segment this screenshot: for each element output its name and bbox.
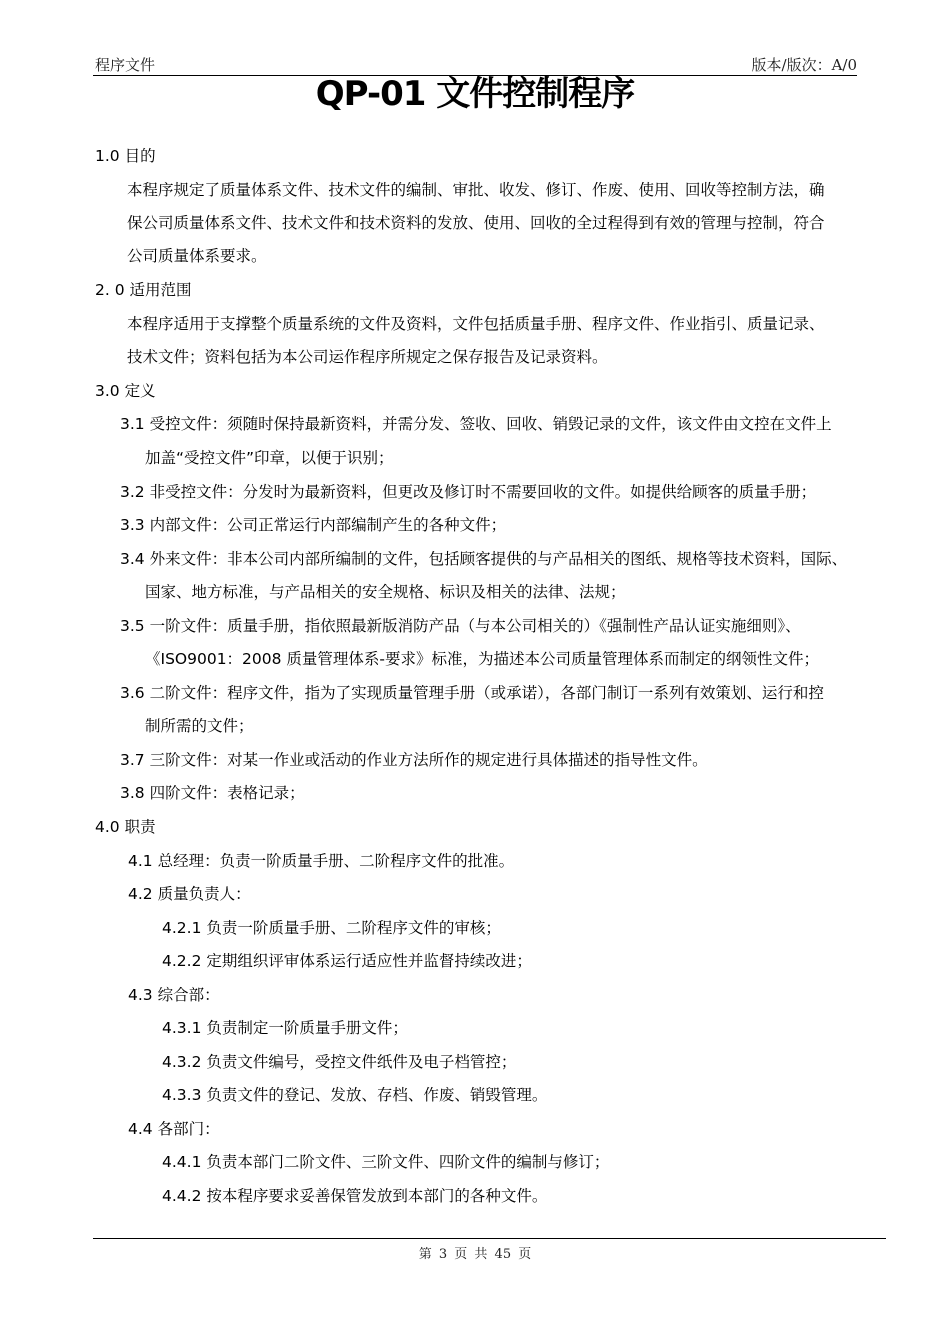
body-line: 3.2 非受控文件：分发时为最新资料，但更改及修订时不需要回收的文件。如提供给顾客的质量手册； bbox=[120, 483, 817, 501]
body-line: 3.1 受控文件：须随时保持最新资料，并需分发、签收、回收、销毁记录的文件，该文件由文控在文件上 bbox=[120, 415, 832, 433]
body-line: 4.1 总经理：负责一阶质量手册、二阶程序文件的批准。 bbox=[128, 852, 515, 870]
section-heading-definitions: 3.0 定义 bbox=[95, 382, 156, 400]
body-line: 《ISO9001：2008 质量管理体系-要求》标准，为描述本公司质量管理体系而制定的纲领性文件； bbox=[145, 650, 820, 668]
body-line: 3.7 三阶文件：对某一作业或活动的作业方法所作的规定进行具体描述的指导性文件。 bbox=[120, 751, 708, 769]
section-heading-responsibilities: 4.0 职责 bbox=[95, 818, 156, 836]
body-line: 3.6 二阶文件：程序文件，指为了实现质量管理手册（或承诺），各部门制订一系列有效策划、运行和控 bbox=[120, 684, 824, 702]
body-line: 3.5 一阶文件：质量手册，指依照最新版消防产品（与本公司相关的）《强制性产品认证实施细则》、 bbox=[120, 617, 801, 635]
body-line: 本程序适用于支撑整个质量系统的文件及资料，文件包括质量手册、程序文件、作业指引、质量记录、 bbox=[127, 315, 825, 333]
body-line: 公司质量体系要求。 bbox=[127, 247, 267, 265]
body-line: 3.8 四阶文件：表格记录； bbox=[120, 784, 305, 802]
page-number: 第 3 页 共 45 页 bbox=[418, 1247, 532, 1262]
body-line: 保公司质量体系文件、技术文件和技术资料的发放、使用、回收的全过程得到有效的管理与控制，符合 bbox=[127, 214, 825, 232]
body-line: 4.3.2 负责文件编号，受控文件纸件及电子档管控； bbox=[162, 1053, 517, 1071]
body-line: 4.4.2 按本程序要求妥善保管发放到本部门的各种文件。 bbox=[162, 1187, 548, 1205]
document-title: QP-01 文件控制程序 bbox=[315, 74, 635, 114]
body-line: 3.3 内部文件：公司正常运行内部编制产生的各种文件； bbox=[120, 516, 507, 534]
section-heading-scope: 2. 0 适用范围 bbox=[95, 281, 192, 299]
body-line: 4.3.3 负责文件的登记、发放、存档、作废、销毁管理。 bbox=[162, 1086, 548, 1104]
header-version: 版本/版次：A/0 bbox=[751, 56, 857, 74]
footer-divider bbox=[93, 1238, 886, 1239]
body-line: 4.3.1 负责制定一阶质量手册文件； bbox=[162, 1019, 408, 1037]
header-doc-type: 程序文件 bbox=[95, 56, 156, 74]
body-line: 3.4 外来文件：非本公司内部所编制的文件，包括顾客提供的与产品相关的图纸、规格等技术资料，国际、 bbox=[120, 550, 848, 568]
body-line: 4.2 质量负责人： bbox=[128, 885, 251, 903]
body-line: 4.4 各部门： bbox=[128, 1120, 220, 1138]
section-heading-purpose: 1.0 目的 bbox=[95, 147, 156, 165]
body-line: 4.3 综合部： bbox=[128, 986, 220, 1004]
body-line: 加盖“受控文件”印章，以便于识别； bbox=[145, 449, 394, 467]
body-line: 本程序规定了质量体系文件、技术文件的编制、审批、收发、修订、作废、使用、回收等控制方法，确 bbox=[127, 181, 825, 199]
body-line: 技术文件；资料包括为本公司运作程序所规定之保存报告及记录资料。 bbox=[127, 348, 608, 366]
body-line: 4.2.2 定期组织评审体系运行适应性并监督持续改进； bbox=[162, 952, 532, 970]
body-line: 制所需的文件； bbox=[145, 717, 254, 735]
body-line: 4.2.1 负责一阶质量手册、二阶程序文件的审核； bbox=[162, 919, 501, 937]
body-line: 4.4.1 负责本部门二阶文件、三阶文件、四阶文件的编制与修订； bbox=[162, 1153, 610, 1171]
body-line: 国家、地方标准，与产品相关的安全规格、标识及相关的法律、法规； bbox=[145, 583, 626, 601]
